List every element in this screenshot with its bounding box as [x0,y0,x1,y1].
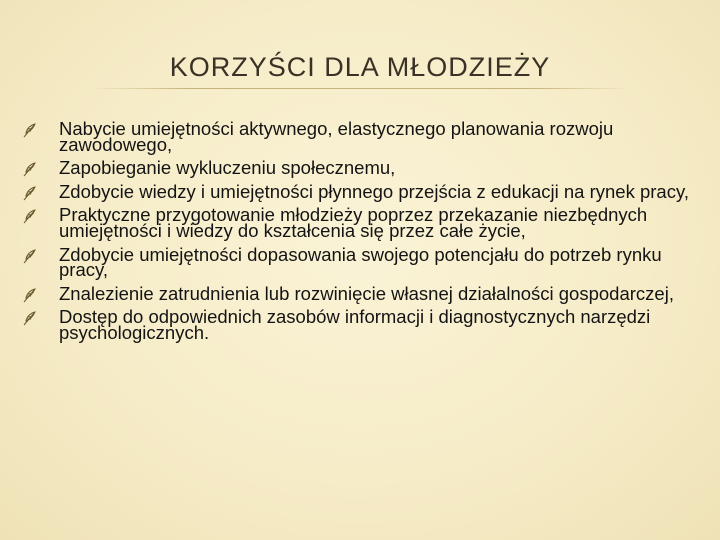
bullet-text: Nabycie umiejętności aktywnego, elastycznego planowania rozwoju zawodowego, [59,118,614,155]
bullet-text: Praktyczne przygotowanie młodzieży poprzez przekazanie niezbędnych umiejętności i wiedzy do kształcenia się przez całe życie, [59,204,648,241]
bullet-list [22,118,702,349]
bullet-text: Zapobieganie wykluczeniu społecznemu, [59,157,396,179]
bullet-item [22,243,702,281]
slide-title: KORZYŚCI DLA MŁODZIEŻY [169,52,551,82]
feather-quill-icon [22,208,38,224]
bullet-item [22,282,702,304]
bullet-item [22,180,702,202]
bullet-item [22,204,702,241]
feather-quill-icon [22,185,38,201]
feather-quill-icon [22,310,38,326]
bullet-text: Zdobycie umiejętności dopasowania swojego potencjału do potrzeb rynku pracy, [59,243,662,281]
bullet-text: Dostęp do odpowiednich zasobów informacji i diagnostycznych narzędzi psychologicznych. [59,306,651,343]
feather-quill-icon [22,248,38,264]
feather-quill-icon [22,287,38,303]
feather-quill-icon [22,122,38,138]
bullet-text: Znalezienie zatrudnienia lub rozwinięcie własnej działalności gospodarczej, [59,282,674,304]
feather-quill-icon [22,161,38,177]
title-underline [90,88,630,89]
bullet-item [22,118,702,155]
bullet-item [22,157,702,179]
bullet-item [22,306,702,343]
bullet-text: Zdobycie wiedzy i umiejętności płynnego przejścia z edukacji na rynek pracy, [59,180,689,202]
